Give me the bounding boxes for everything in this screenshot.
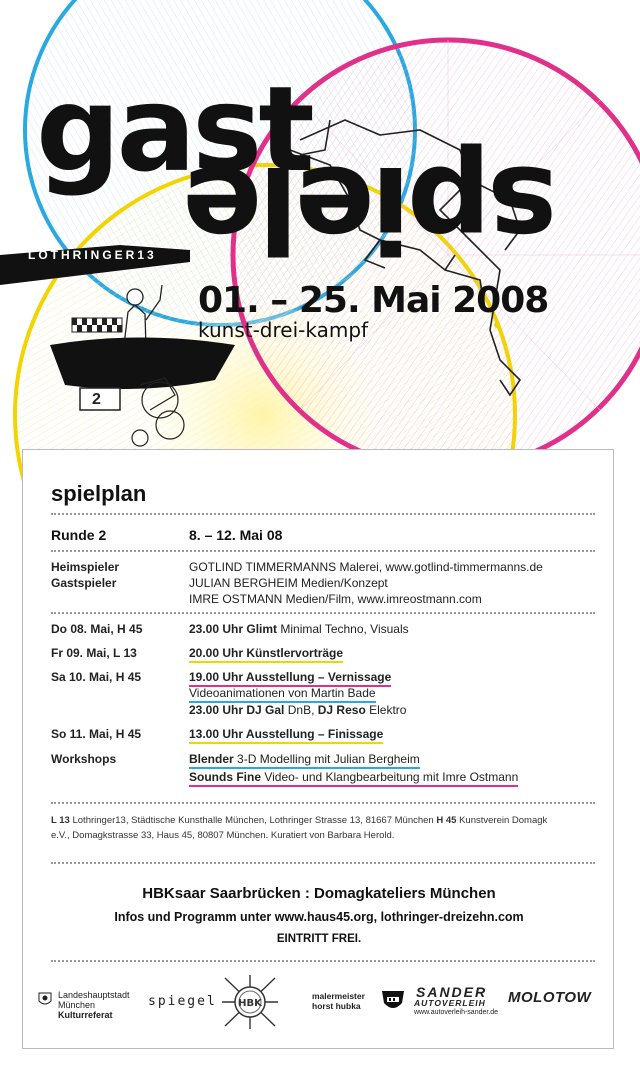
event-entry [189, 622, 409, 636]
workshop-item [189, 770, 518, 784]
event-entry [189, 727, 383, 741]
sander-logo: SANDER [416, 984, 488, 1000]
maler-line: malermeister [312, 991, 365, 1001]
player-line: JULIAN BERGHEIM Medien/Konzept [189, 576, 388, 590]
venue-code-l13: L 13 [51, 815, 70, 826]
divider [51, 550, 595, 552]
partners-line: HBKsaar Saarbrücken : Domagkateliers München [142, 885, 496, 902]
workshop-desc: 3-D Modelling mit Julian Bergheim [233, 752, 420, 766]
venue-line-1 [51, 815, 547, 826]
event-dj: DJ Reso [317, 703, 366, 717]
divider [51, 612, 595, 614]
molotow-logo: MOLOTOW [508, 989, 592, 1006]
divider [51, 802, 595, 804]
event-desc: Elektro [365, 703, 407, 717]
workshop-name: Blender [189, 752, 234, 766]
player-line: IMRE OSTMANN Medien/Film, www.imreostmann.com [189, 592, 482, 606]
round-dates: 8. – 12. Mai 08 [189, 527, 283, 543]
divider [51, 960, 595, 962]
workshops-label: Workshops [51, 752, 117, 766]
venue-line-2: e.V., Domagkstrasse 33, Haus 45, 80807 München. Kuratiert von Barbara Herold. [51, 830, 395, 841]
player-line: GOTLIND TIMMERMANNS Malerei, www.gotlind-timmermanns.de [189, 560, 543, 574]
event-time: 23.00 Uhr Glimt [189, 622, 278, 636]
event-time: 13.00 Uhr Ausstellung – Finissage [189, 727, 383, 744]
event-time: 23.00 Uhr DJ Gal [189, 703, 285, 717]
hbk-seal-icon [220, 973, 280, 1031]
muenchen-line: Landeshauptstadt [58, 990, 130, 1000]
event-time: 19.00 Uhr Ausstellung – Vernissage [189, 670, 391, 687]
event-extra [189, 686, 376, 700]
divider [51, 862, 595, 864]
workshop-item [189, 752, 420, 766]
checkered-flag [72, 318, 122, 332]
muenchen-logo-text [58, 990, 130, 1020]
venue-strip: LOTHRINGER13 [28, 248, 157, 262]
spiegel-logo: spiegel [148, 994, 217, 1009]
event-day: Fr 09. Mai, L 13 [51, 646, 137, 660]
program-heading: spielplan [51, 481, 147, 506]
hubka-emblem-icon [380, 989, 406, 1013]
event-day: So 11. Mai, H 45 [51, 727, 142, 741]
title-spiele-mirrored: spiele [186, 140, 558, 278]
venue-code-h45: H 45 [436, 815, 457, 826]
trampoline-shape [50, 338, 235, 390]
sander-subline: AUTOVERLEIH [414, 998, 486, 1008]
muenchen-line: Kulturreferat [58, 1010, 113, 1020]
event-extra-text: Videoanimationen von Martin Bade [189, 686, 376, 703]
event-desc: DnB, [284, 703, 318, 717]
event-dates: 01. – 25. Mai 2008 [198, 280, 549, 321]
event-day: Do 08. Mai, H 45 [51, 622, 143, 636]
event-subtitle: kunst-drei-kampf [198, 318, 369, 342]
event-entry [189, 646, 343, 660]
venue-text: Lothringer13, Städtische Kunsthalle München, Lothringer Strasse 13, 81667 München [69, 815, 437, 826]
muenchen-crest-icon [38, 991, 52, 1007]
muenchen-line: München [58, 1000, 96, 1010]
workshop-desc: Video- und Klangbearbeitung mit Imre Ostmann [261, 770, 519, 784]
round-label: Runde 2 [51, 527, 107, 543]
event-entry [189, 703, 406, 717]
event-day: Sa 10. Mai, H 45 [51, 670, 142, 684]
gastspieler-label: Gastspieler [51, 576, 117, 590]
maler-line: horst hubka [312, 1001, 361, 1011]
info-line: Infos und Programm unter www.haus45.org, lothringer-dreizehn.com [114, 910, 524, 924]
event-time: 20.00 Uhr Künstlervorträge [189, 646, 343, 663]
podium-number: 2 [92, 391, 101, 408]
title-gast: gast [36, 60, 311, 198]
yellow-dot [494, 322, 500, 328]
entry-line: EINTRITT FREI. [276, 933, 362, 945]
heimspieler-label: Heimspieler [51, 560, 120, 574]
hbk-seal-text: HBK [238, 998, 262, 1009]
venue-text: Kunstverein Domagk [456, 815, 548, 826]
sander-url: www.autoverleih-sander.de [414, 1009, 499, 1016]
program-panel [22, 449, 614, 1049]
event-entry [189, 670, 391, 684]
malermeister-logo [312, 991, 365, 1011]
workshop-name: Sounds Fine [189, 770, 261, 784]
event-desc: Minimal Techno, Visuals [277, 622, 409, 636]
divider [51, 513, 595, 515]
